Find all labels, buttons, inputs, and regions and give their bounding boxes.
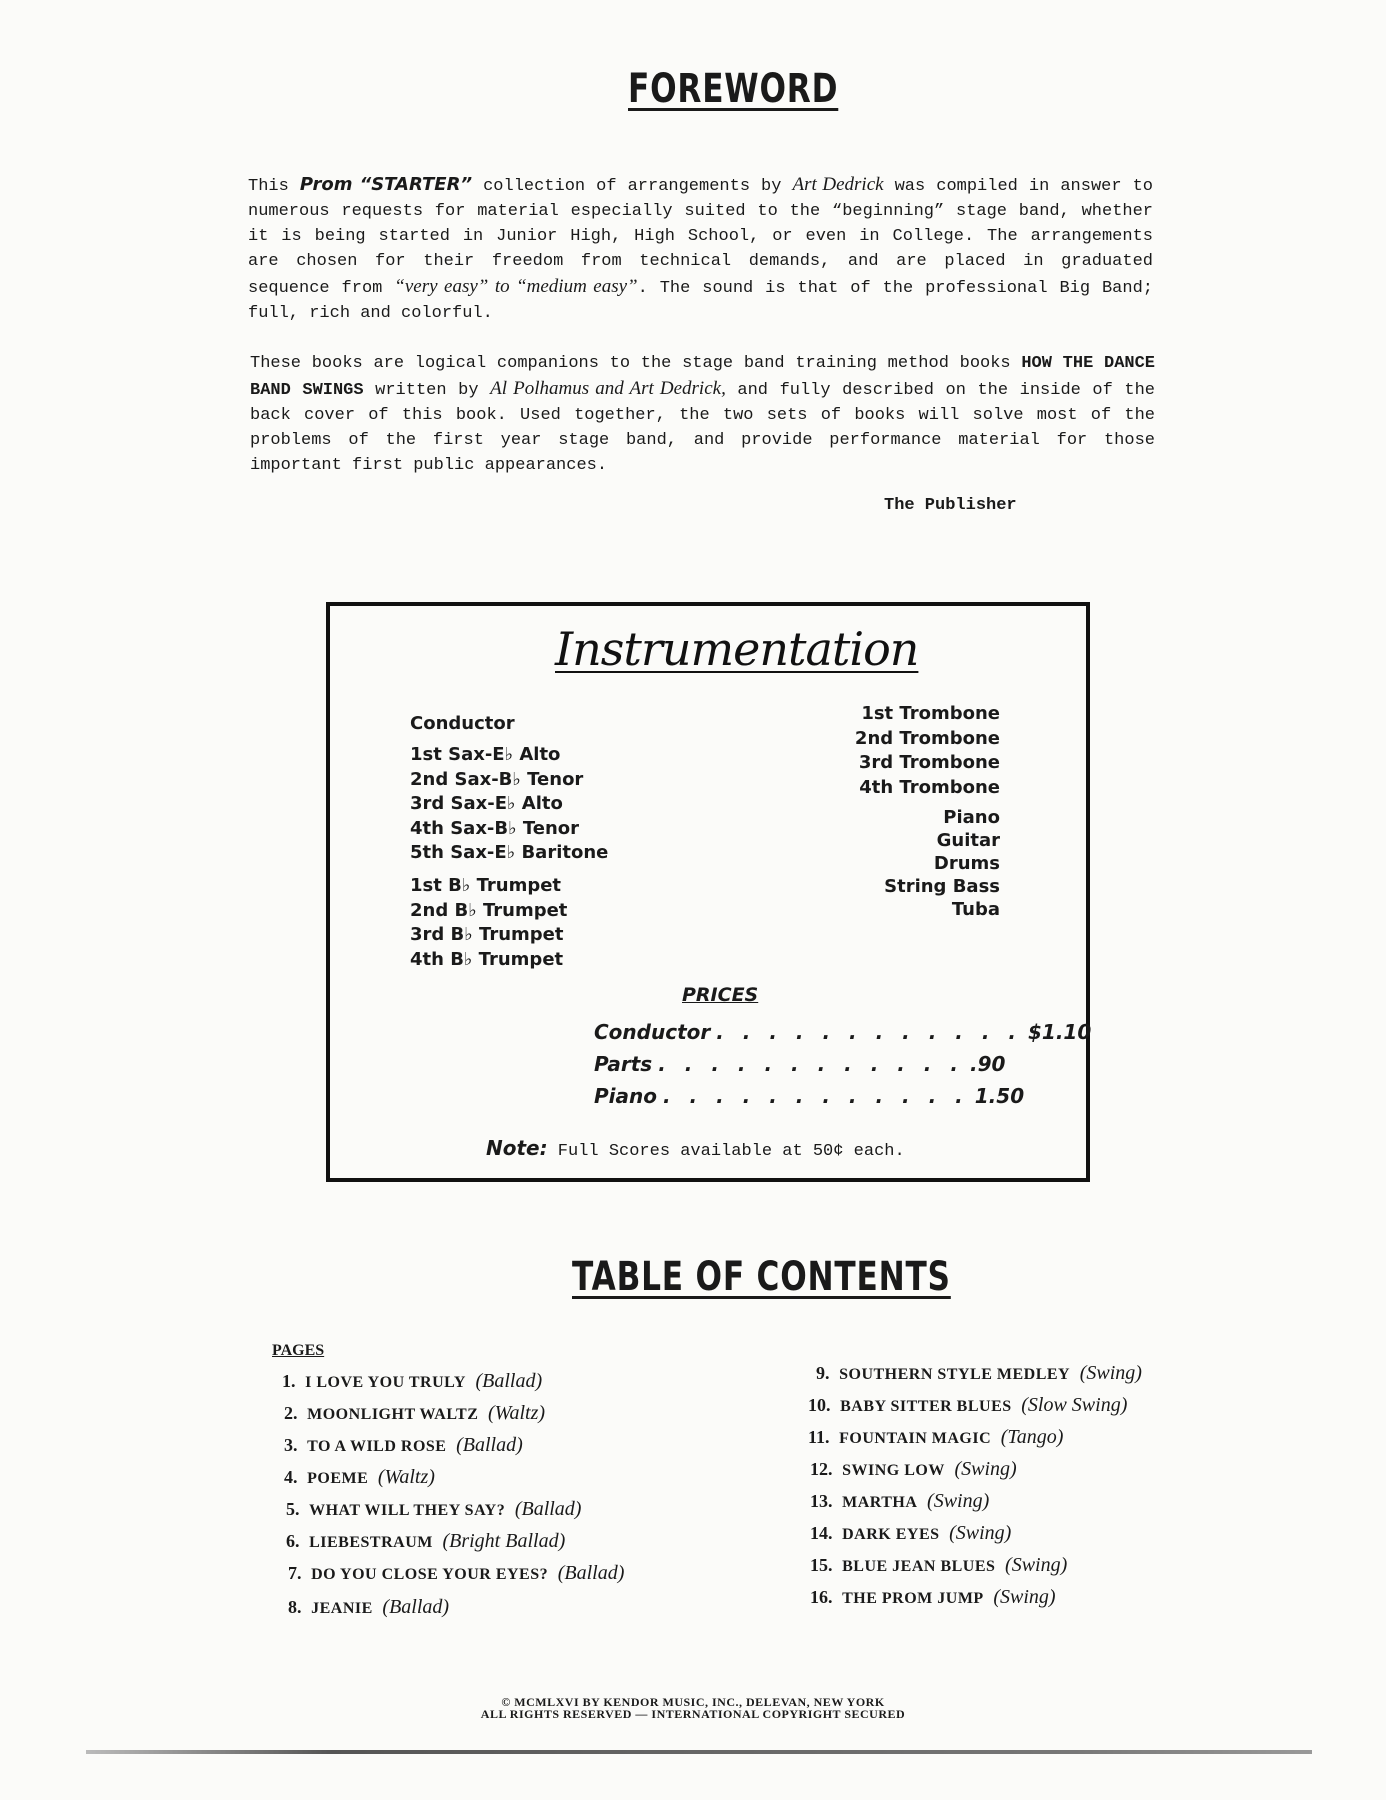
toc-item[interactable] [810, 1490, 989, 1513]
toc-number: 14. [810, 1523, 833, 1543]
price-row-piano [594, 1084, 1025, 1108]
toc-number: 8. [288, 1597, 302, 1617]
bottom-rule [86, 1750, 1312, 1754]
instrument-right-group-2 [884, 806, 1000, 921]
note-label: Note: [486, 1136, 548, 1160]
instrument-item: 2nd Sax-B♭ Tenor [410, 768, 584, 790]
toc-song-title: MARTHA [842, 1494, 918, 1511]
toc-style: (Swing) [1005, 1554, 1068, 1576]
price-item: Piano [594, 1084, 657, 1108]
instrument-item: 1st B♭ Trumpet [410, 875, 562, 896]
toc-number: 12. [810, 1459, 833, 1479]
toc-item[interactable] [816, 1362, 1142, 1385]
instrument-item: 3rd Trombone [858, 752, 1000, 773]
toc-item[interactable] [810, 1554, 1067, 1577]
price-item: Parts [594, 1052, 653, 1076]
toc-song-title: BLUE JEAN BLUES [842, 1558, 996, 1575]
toc-number: 3. [284, 1435, 298, 1455]
price-row-conductor [594, 1020, 1092, 1044]
toc-style: (Ballad) [382, 1596, 450, 1618]
instrument-item: 3rd B♭ Trumpet [410, 924, 564, 945]
price-value: .90 [969, 1052, 1006, 1076]
toc-song-title: DO YOU CLOSE YOUR EYES? [311, 1566, 549, 1583]
toc-item[interactable] [810, 1586, 1056, 1609]
instrument-item: 1st Sax-E♭ Alto [410, 744, 561, 765]
toc-item[interactable] [286, 1498, 581, 1521]
toc-number: 5. [286, 1499, 300, 1519]
full-scores-note [486, 1136, 905, 1161]
copyright-line-1: © MCMLXVI BY KENDOR MUSIC, INC., DELEVAN, NEW YORK [501, 1695, 885, 1709]
toc-number: 10. [808, 1395, 831, 1415]
method-authors: Al Polhamus and Art Dedrick, [490, 378, 726, 399]
price-value: 1.50 [974, 1084, 1025, 1108]
instrument-right-group-1 [855, 702, 1000, 800]
instrument-left-group-2 [410, 743, 608, 866]
foreword-paragraph-1 [248, 172, 1153, 326]
toc-number: 6. [286, 1531, 300, 1551]
instrument-item: 2nd B♭ Trumpet [410, 899, 568, 921]
toc-song-title: FOUNTAIN MAGIC [839, 1430, 992, 1447]
leader-dots: . . . . . . . . . . . . [663, 1084, 969, 1108]
toc-number: 9. [816, 1363, 830, 1383]
toc-item[interactable] [284, 1434, 523, 1457]
toc-song-title: WHAT WILL THEY SAY? [309, 1502, 506, 1519]
instrument-item: 4th B♭ Trumpet [410, 948, 564, 970]
toc-song-title: SWING LOW [842, 1462, 945, 1479]
p1-text-3: was compiled in answer to numerous requests for material especially suited to the “beginning” stage band, whether it is being started in Junior High, High School, or even in College. The arrangements are chosen for their freedom from technical demands, and are placed in graduated sequence from [248, 177, 1153, 298]
toc-item[interactable] [810, 1522, 1011, 1545]
instrument-item: String Bass [884, 876, 1000, 897]
toc-number: 2. [284, 1403, 298, 1423]
p2-text-3: and fully described on the inside of the back cover of this book. Used together, the two sets of books will solve most of the problems of the first year stage band, and provide performance material for those important first public appearances. [250, 381, 1156, 475]
sequence-range: “very easy” to “medium easy” [394, 276, 638, 297]
toc-item[interactable] [808, 1394, 1127, 1417]
method-book-title: HOW THE DANCE BAND SWINGS [250, 354, 1156, 400]
toc-song-title: SOUTHERN STYLE MEDLEY [839, 1366, 1071, 1383]
toc-item[interactable] [288, 1562, 624, 1585]
toc-style: (Swing) [954, 1458, 1017, 1480]
price-item: Conductor [594, 1020, 711, 1044]
instrument-item: Drums [933, 853, 1000, 874]
toc-item[interactable] [284, 1466, 435, 1489]
toc-style: (Swing) [949, 1522, 1012, 1544]
instrument-item: Piano [943, 807, 1000, 828]
copyright-line-2: ALL RIGHTS RESERVED — INTERNATIONAL COPYRIGHT SECURED [480, 1707, 906, 1721]
toc-number: 7. [288, 1563, 302, 1583]
leader-dots: . . . . . . . . . . . . [658, 1052, 964, 1076]
price-row-parts [594, 1052, 1006, 1076]
leader-dots: . . . . . . . . . . . . [716, 1020, 1022, 1044]
toc-item[interactable] [810, 1458, 1017, 1481]
toc-song-title: THE PROM JUMP [842, 1590, 984, 1607]
copyright-notice [0, 1696, 1386, 1720]
toc-style: (Swing) [1079, 1362, 1142, 1384]
publisher-signature: The Publisher [884, 496, 1017, 515]
toc-item[interactable] [282, 1370, 542, 1393]
instrument-item: Guitar [936, 830, 1000, 851]
instrument-item: 1st Trombone [861, 703, 1000, 724]
toc-style: (Bright Ballad) [442, 1530, 566, 1552]
toc-style: (Slow Swing) [1021, 1394, 1128, 1416]
prom-wordmark: Prom [299, 174, 353, 195]
instrument-item: 4th Sax-B♭ Tenor [410, 817, 580, 839]
instrument-item: 2nd Trombone [854, 727, 1000, 749]
toc-style: (Swing) [927, 1490, 990, 1512]
author-name: Art Dedrick [792, 174, 884, 195]
instrument-item: Conductor [410, 713, 515, 734]
toc-song-title: LIEBESTRAUM [309, 1534, 433, 1551]
toc-style: (Tango) [1000, 1426, 1064, 1448]
toc-item[interactable] [284, 1402, 545, 1425]
p1-text-4: . The sound is that of the professional Big Band; full, rich and colorful. [248, 279, 1153, 323]
p2-text-2: written by [363, 381, 491, 400]
toc-item[interactable] [288, 1596, 449, 1619]
p2-text-1: These books are logical companions to the stage band training method books [250, 354, 1022, 373]
toc-number: 1. [282, 1371, 296, 1391]
p1-text-1: This [248, 177, 300, 196]
toc-style: (Swing) [993, 1586, 1056, 1608]
toc-style: (Ballad) [514, 1498, 582, 1520]
toc-style: (Ballad) [456, 1434, 523, 1456]
instrument-item: 3rd Sax-E♭ Alto [410, 793, 563, 814]
instrument-left-group-3 [410, 874, 567, 972]
toc-song-title: BABY SITTER BLUES [840, 1398, 1012, 1415]
toc-number: 15. [810, 1555, 833, 1575]
toc-song-title: TO A WILD ROSE [307, 1438, 447, 1455]
instrument-item: 5th Sax-E♭ Baritone [410, 842, 609, 863]
toc-number: 11. [808, 1427, 830, 1447]
toc-number: 4. [284, 1467, 298, 1487]
toc-title: TABLE OF CONTENTS [572, 1254, 951, 1300]
price-value: $1.10 [1028, 1020, 1092, 1044]
instrumentation-title: Instrumentation [555, 622, 919, 676]
instrument-item: Tuba [951, 899, 1000, 920]
starter-wordmark: “STARTER” [352, 174, 473, 195]
foreword-title: FOREWORD [628, 66, 839, 112]
instrument-item: 4th Trombone [859, 776, 1000, 798]
foreword-paragraph-2 [250, 351, 1155, 478]
toc-style: (Waltz) [487, 1402, 546, 1424]
toc-song-title: DARK EYES [842, 1526, 940, 1543]
toc-style: (Ballad) [557, 1562, 625, 1584]
p1-text-2: collection of arrangements by [472, 177, 793, 196]
pages-label: PAGES [272, 1342, 325, 1359]
toc-song-title: POEME [307, 1470, 369, 1487]
toc-style: (Ballad) [475, 1370, 543, 1392]
toc-song-title: JEANIE [311, 1600, 373, 1617]
toc-style: (Waltz) [377, 1466, 435, 1488]
toc-number: 13. [810, 1491, 833, 1511]
toc-item[interactable] [808, 1426, 1063, 1449]
toc-song-title: I LOVE YOU TRULY [305, 1374, 466, 1391]
prices-title: PRICES [682, 984, 759, 1006]
toc-number: 16. [810, 1587, 833, 1607]
toc-song-title: MOONLIGHT WALTZ [307, 1406, 479, 1423]
note-text: Full Scores available at 50¢ each. [547, 1142, 905, 1161]
toc-item[interactable] [286, 1530, 565, 1553]
instrument-left-group-1 [410, 712, 515, 737]
